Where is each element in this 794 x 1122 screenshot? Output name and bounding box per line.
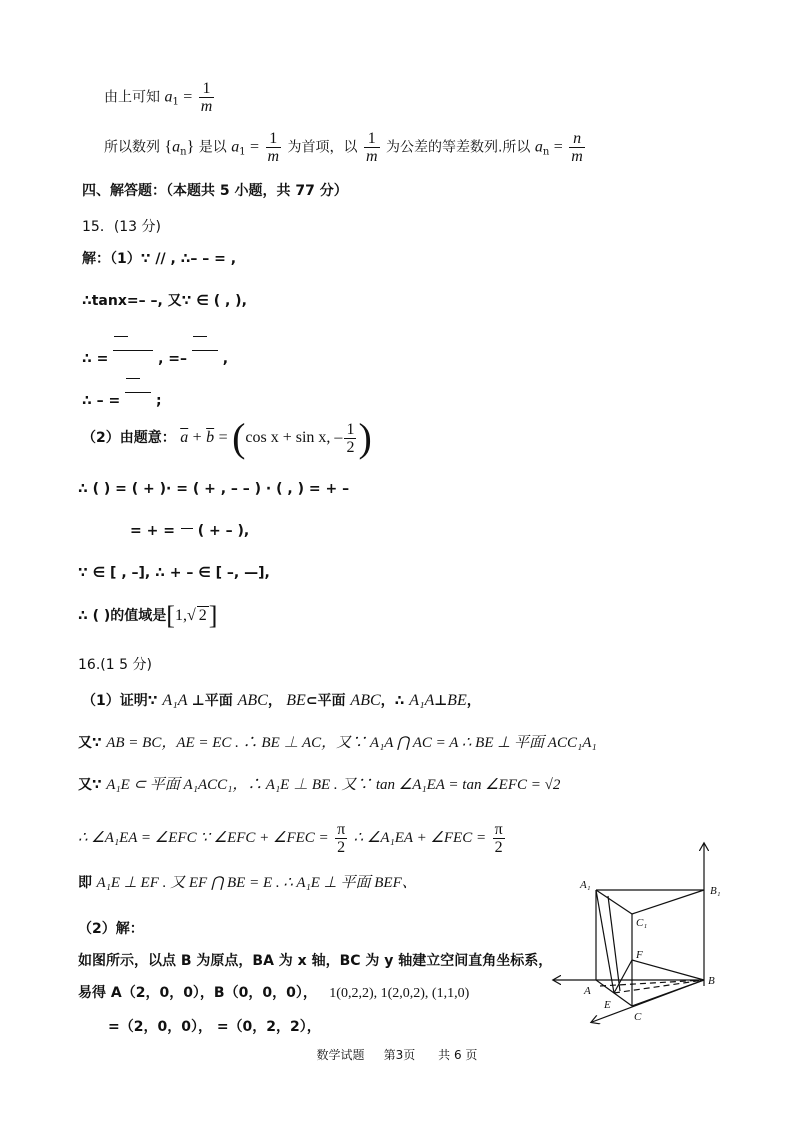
num: 1 [199, 80, 215, 98]
den: 2 [346, 438, 355, 456]
text: ; [155, 393, 162, 409]
q16-line-6: （2）解： [78, 921, 144, 937]
label-c: C [634, 1011, 642, 1023]
fraction [266, 130, 282, 165]
math: BE [447, 692, 467, 709]
num: π [337, 820, 346, 838]
den: 2 [494, 838, 503, 856]
math: ABC [350, 692, 381, 709]
math: AB = BC，AE = EC . ∴ BE ⊥ AC，又∵ A₁A ⋂ AC = A ∴ BE ⊥ 平面 ACC₁A₁ [106, 735, 597, 751]
text: 由上可知 [104, 89, 160, 106]
q15-line-8: ∵ ∈ [ , –], ∴ + – ∈ [ –, —], [78, 565, 270, 581]
prism-figure [548, 836, 744, 1028]
fraction [364, 130, 380, 165]
sub: n [180, 146, 187, 158]
q15-line-7 [130, 522, 249, 540]
num: π [494, 820, 503, 838]
edge-c1b1 [632, 890, 704, 914]
den: m [267, 148, 280, 165]
text: 又∵ [78, 777, 102, 793]
den: 2 [337, 838, 346, 856]
eq-sign: = [553, 138, 563, 156]
q16-line-3 [78, 776, 560, 794]
sequence-conclusion [104, 130, 587, 165]
text: , [222, 351, 229, 367]
text: ⊥平面 [191, 693, 238, 709]
var-a: a [164, 88, 173, 106]
plus: + [192, 429, 202, 446]
sqrt-fraction [113, 324, 153, 360]
edge-eb-dashed [614, 980, 704, 993]
math: A₁E ⊥ EF . 又 EF ⋂ BE = E . ∴ A₁E ⊥ 平面 BEF、 [96, 875, 417, 891]
num: 1 [364, 130, 380, 148]
q15-line-4 [82, 374, 162, 410]
fraction-bar [192, 350, 218, 351]
coords: 1(0,2,2), 1(2,0,2), (1,1,0) [329, 986, 470, 1001]
text: 又∵ [78, 735, 102, 751]
text: 为首项，以 [287, 139, 358, 156]
fraction-bar [113, 350, 153, 351]
text: （2）由题意： [82, 430, 176, 446]
num: 1 [266, 130, 282, 148]
sqrt-fraction [125, 366, 151, 402]
question-15-heading: 15．(13 分) [82, 219, 162, 235]
den: m [365, 148, 378, 165]
edge-a1c1 [596, 890, 632, 914]
q15-line-1: 解：（1）∵ // , ∴– – = , [82, 251, 237, 267]
footer-total: 共 6 页 [438, 1048, 478, 1062]
fraction-1-over-m [199, 80, 215, 115]
var-a: a [172, 138, 181, 156]
text: , =– [158, 351, 188, 367]
text: ⊂平面 [305, 693, 351, 709]
text: ，∴ [380, 693, 410, 709]
edge-fb [632, 960, 704, 980]
paren-open: ( [232, 415, 246, 460]
math: ∴ ∠A₁EA = ∠EFC ∵ ∠EFC + ∠FEC = [78, 830, 329, 846]
text: ∴ – = [82, 393, 121, 409]
footer-title: 数学试题 [316, 1048, 365, 1062]
label-b1: B₁ [710, 885, 721, 897]
text: ⊥ [434, 693, 448, 709]
fraction-n-over-m [569, 130, 585, 165]
sub: 1 [172, 96, 179, 108]
var-a: a [231, 138, 240, 156]
math: BE [286, 692, 306, 709]
q16-line-2 [78, 734, 597, 752]
a1-statement [104, 80, 216, 115]
num: n [569, 130, 585, 148]
brace-open: { [164, 138, 173, 156]
question-16-heading: 16.(1 5 分) [78, 657, 152, 673]
eq-sign: = [183, 88, 193, 106]
math: ABC [237, 692, 268, 709]
fraction-pi-over-2 [335, 821, 347, 856]
footer-page: 第3页 [383, 1048, 416, 1062]
q15-line-9 [78, 601, 218, 630]
math-expr: cos x + sin x, – [245, 429, 343, 446]
sqrt [114, 336, 128, 337]
sqrt [193, 336, 207, 337]
q15-line-2: ∴tanx=– –, 又∵ ∈ ( , ), [82, 293, 247, 309]
text: 即 [78, 875, 92, 891]
label-f: F [636, 949, 643, 961]
sub: 1 [239, 146, 246, 158]
q16-line-7: 如图所示，以点 B 为原点，BA 为 x 轴，BC 为 y 轴建立空间直角坐标系， [78, 953, 553, 969]
sub: n [542, 146, 550, 158]
text: 易得 A（2，0，0），B（0，0，0）， [78, 985, 317, 1001]
fraction-bar [125, 392, 151, 393]
math: A₁A [162, 692, 188, 709]
eq-sign: = [218, 429, 228, 446]
q16-line-4 [78, 818, 507, 858]
fraction-pi-over-2 [493, 821, 505, 856]
edge-a1e [596, 890, 614, 993]
fraction-half [344, 421, 356, 456]
text: ( + – ), [197, 523, 250, 539]
text: 所以数列 [104, 139, 160, 156]
text: ∴ ( )的值域是 [78, 608, 167, 624]
page-footer [0, 1046, 794, 1063]
sqrt-sign: √ [186, 607, 196, 624]
text: ， [267, 693, 282, 709]
text: ， [466, 693, 481, 709]
inner-line [608, 896, 620, 991]
bracket-open: [ [166, 601, 175, 630]
q15-line-6: ∴ ( ) = ( + )· = ( + , – – ) · ( , ) = + – [78, 481, 350, 497]
label-a1: A₁ [580, 879, 591, 891]
text: 是以 [198, 139, 227, 156]
text: ∴ = [82, 351, 109, 367]
den: m [571, 148, 583, 165]
section-heading: 四、解答题：（本题共 5 小题，共 77 分） [82, 183, 348, 199]
q16-line-1 [82, 692, 481, 710]
sqrt-content: 2 [198, 607, 207, 624]
eq-sign: = [250, 138, 260, 156]
sqrt-fraction [192, 324, 218, 360]
var-a: a [534, 138, 543, 156]
math: ∴ ∠A₁EA + ∠FEC = [353, 830, 487, 846]
text: 为公差的等差数列.所以 [385, 139, 531, 156]
den: m [200, 98, 213, 115]
q16-line-9: =（2，0，0）， =（0，2，2）， [108, 1019, 321, 1035]
text: （1）证明∵ [82, 693, 163, 709]
text: = + = [130, 523, 180, 539]
sqrt [181, 528, 193, 529]
sqrt [126, 378, 140, 379]
q16-line-8 [78, 984, 469, 1003]
q16-line-5 [78, 874, 417, 892]
math: A₁A [409, 692, 435, 709]
math: A₁E ⊂ 平面 A₁ACC₁，∴ A₁E ⊥ BE . 又∵ [106, 777, 372, 793]
label-b: B [708, 975, 715, 987]
math: tan ∠A₁EA = tan ∠EFC = √2 [375, 777, 561, 793]
label-e: E [604, 999, 611, 1011]
label-a: A [584, 985, 591, 997]
num: 1 [346, 420, 355, 438]
bracket-close: ] [208, 601, 218, 630]
vector-b: $\overline{b}$ [206, 429, 215, 446]
q15-line-3 [82, 332, 228, 368]
label-c1: C₁ [636, 917, 648, 929]
range-lower: 1, [174, 607, 187, 624]
brace-close: } [186, 138, 195, 156]
paren-close: ) [358, 415, 372, 460]
vector-a: $\overline{a}$ [180, 429, 189, 446]
q15-line-5 [82, 415, 372, 460]
